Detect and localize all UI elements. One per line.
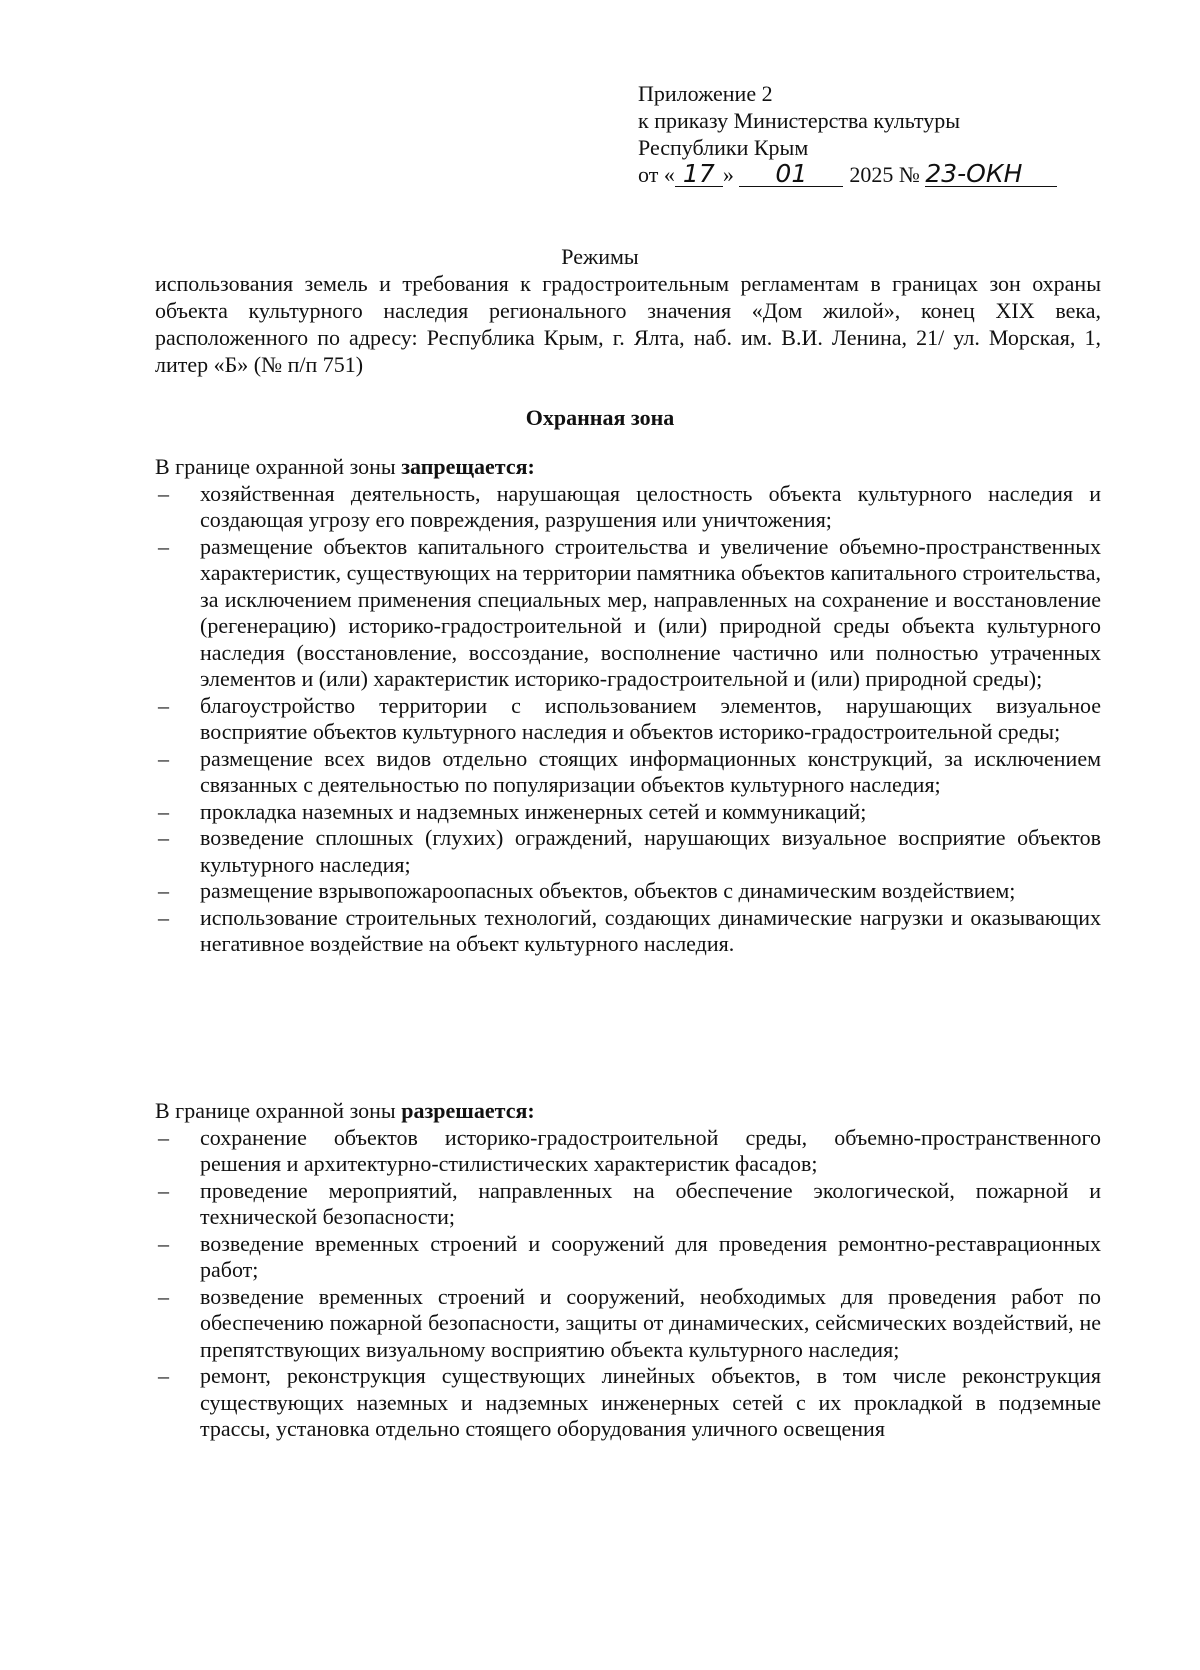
bullet-dash: –: [158, 1230, 169, 1256]
document-title: Режимы: [561, 244, 639, 269]
bullet-dash: –: [158, 798, 169, 824]
list-item-text: размещение взрывопожароопасных объектов, объектов с динамическим воздействием;: [200, 878, 1016, 903]
list-item-text: возведение временных строений и сооружений, необходимых для проведения работ по обеспечению пожарной безопасности, защиты от динамических, сейсмических воздействий, не препятствующих визуальному восприятию объекта культурного наследия;: [200, 1283, 1101, 1362]
list-item: [155, 878, 1101, 905]
allowed-keyword: разрешается:: [401, 1098, 535, 1123]
order-number: [925, 159, 1057, 188]
list-item-text: возведение сплошных (глухих) ограждений, нарушающих визуальное восприятие объектов культурного наследия;: [200, 825, 1101, 877]
document-subtitle: использования земель и требования к градостроительным регламентам в границах зон охраны объекта культурного наследия регионального значения «Дом жилой», конец XIX века, расположенного по адресу: Республика Крым, г. Ялта, наб. им. В.И. Ленина, 21/ ул. Морская, 1, литер «Б» (№ п/п 751): [155, 271, 1101, 377]
bullet-dash: –: [158, 1283, 169, 1309]
list-item-text: хозяйственная деятельность, нарушающая целостность объекта культурного наследия и создающая угрозу его повреждения, разрушения или уничтожения;: [200, 480, 1101, 532]
section-heading: Охранная зона: [525, 405, 675, 430]
list-item: [155, 799, 1101, 826]
bullet-dash: –: [158, 825, 169, 850]
prohibited-intro: [155, 454, 1101, 481]
list-item-text: благоустройство территории с использованием элементов, нарушающих визуальное восприятие объектов культурного наследия и объектов историко-градостроительной среды;: [200, 692, 1101, 744]
list-item: [155, 1231, 1101, 1284]
list-item: [155, 1363, 1101, 1443]
ministry-region: Республики Крым: [638, 135, 809, 160]
bullet-dash: –: [158, 1363, 169, 1388]
appendix-label: Приложение 2: [638, 81, 773, 106]
list-item: [155, 693, 1101, 746]
order-number-value: 23-ОКН: [925, 159, 1023, 188]
bullet-dash: –: [158, 480, 169, 506]
order-day: [675, 159, 723, 188]
list-item-text: размещение объектов капитального строительства и увеличение объемно-пространственных характеристик, существующих на территории памятника объектов капитального строительства, за исключением применения специальных мер, направленных на сохранение и восстановление (регенерацию) историко-градостроительной и (или) природной среды объекта культурного наследия (восстановление, воссоздание, восполнение частично или полностью утраченных элементов и (или) характеристик историко-градостроительной и (или) природной среды);: [200, 533, 1101, 691]
list-item: [155, 825, 1101, 878]
bullet-dash: –: [158, 692, 169, 718]
appendix-header: [638, 80, 1057, 188]
list-item: [155, 905, 1101, 958]
order-day-value: 17: [682, 159, 715, 188]
date-prefix: от «: [638, 162, 675, 187]
bullet-dash: –: [158, 745, 169, 771]
list-item-text: проведение мероприятий, направленных на обеспечение экологической, пожарной и технической безопасности;: [200, 1177, 1101, 1229]
prohibited-intro-text: В границе охранной зоны: [155, 454, 402, 479]
allowed-list: [155, 1125, 1101, 1443]
prohibited-list: [155, 481, 1101, 958]
order-date-line: [638, 161, 1057, 188]
order-reference: к приказу Министерства культуры: [638, 108, 961, 133]
list-item-text: ремонт, реконструкция существующих линейных объектов, в том числе реконструкция существующих наземных и надземных инженерных сетей с их прокладкой в подземные трассы, установка отдельно стоящего оборудования уличного освещения: [200, 1363, 1101, 1441]
allowed-section: [155, 1098, 1101, 1443]
list-item: [155, 534, 1101, 693]
list-item-text: размещение всех видов отдельно стоящих информационных конструкций, за исключением связанных с деятельностью по популяризации объектов культурного наследия;: [200, 745, 1101, 797]
list-item: [155, 481, 1101, 534]
list-item-text: прокладка наземных и надземных инженерных сетей и коммуникаций;: [200, 798, 867, 824]
prohibited-keyword: запрещается:: [401, 454, 535, 479]
list-item-text: возведение временных строений и сооружений для проведения ремонтно-реставрационных работ;: [200, 1230, 1101, 1282]
list-item: [155, 746, 1101, 799]
list-item: [155, 1178, 1101, 1231]
date-mid: »: [722, 162, 734, 187]
list-item-text: использование строительных технологий, создающих динамические нагрузки и оказывающих негативное воздействие на объект культурного наследия.: [200, 904, 1101, 956]
bullet-dash: –: [158, 1177, 169, 1203]
order-month-value: 01: [775, 159, 808, 188]
bullet-dash: –: [158, 533, 169, 559]
list-item-text: сохранение объектов историко-градостроительной среды, объемно-пространственного решения и архитектурно-стилистических характеристик фасадов;: [200, 1124, 1101, 1176]
list-item: [155, 1284, 1101, 1364]
allowed-intro: [155, 1098, 1101, 1125]
bullet-dash: –: [158, 1124, 169, 1150]
order-year: 2025 №: [849, 162, 920, 187]
allowed-intro-text: В границе охранной зоны: [155, 1098, 402, 1123]
bullet-dash: –: [158, 878, 169, 903]
bullet-dash: –: [158, 904, 169, 930]
list-item: [155, 1125, 1101, 1178]
order-month: [739, 159, 843, 188]
prohibited-section: [155, 454, 1101, 958]
